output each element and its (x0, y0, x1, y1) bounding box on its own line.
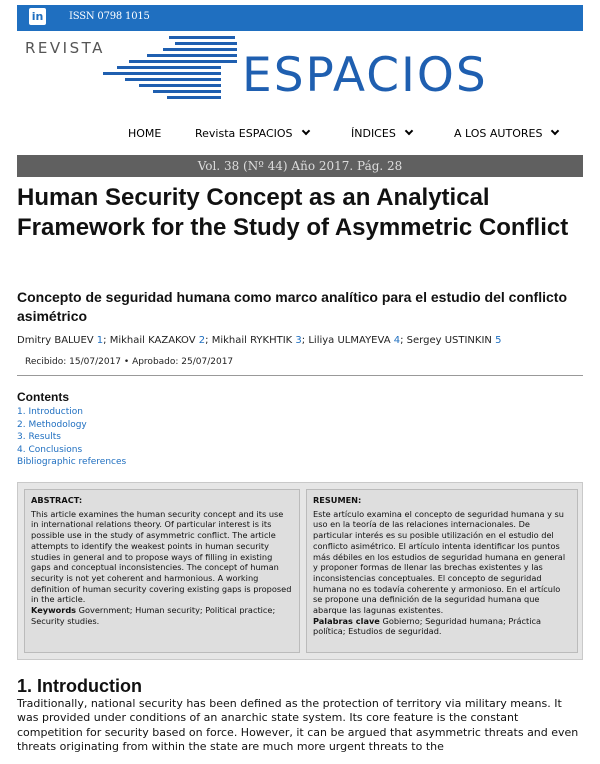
nav-home-label: HOME (128, 127, 162, 140)
logo-revista-text: REVISTA (25, 39, 105, 57)
toc-link-introduction[interactable]: 1. Introduction (17, 407, 83, 417)
author-ref-link[interactable]: 2 (198, 335, 206, 346)
submission-dates: Recibido: 15/07/2017 • Aprobado: 25/07/2017 (25, 357, 234, 367)
nav-revista-espacios-label: Revista ESPACIOS (195, 127, 293, 140)
main-nav (17, 124, 583, 146)
article-title: Human Security Concept as an Analytical Framework for the Study of Asymmetric Conflict (17, 184, 569, 241)
contents-heading: Contents (17, 390, 69, 404)
section-heading-introduction: 1. Introduction (17, 676, 142, 696)
author-ref-link[interactable]: 5 (495, 335, 502, 346)
abstract-spanish (306, 489, 578, 653)
palabras-clave-text: Gobierno; Seguridad humana; Práctica política; Estudios de seguridad. (313, 615, 542, 637)
author-name: Liliya ULMAYEVA (308, 335, 391, 346)
abstract-container (17, 482, 583, 660)
section-body-introduction: Traditionally, national security has been defined as the protection of territory via military means. It was provided under conditions of an anarchic state system. Its core feature is the constant competition for security based on force. However, it can be argued that asymmetric threats and even threats originating from within the state are much more urgent threats to the (17, 697, 579, 754)
keywords-text: Government; Human security; Political practice; Security studies. (31, 605, 276, 626)
chevron-down-icon (405, 127, 413, 135)
logo-espacios-text: ESPACIOS (242, 48, 488, 103)
abstract-english (24, 489, 300, 653)
author-name: Sergey USTINKIN (406, 335, 492, 346)
nav-indices-label: ÍNDICES (351, 127, 396, 140)
author-name: Dmitry BALUEV (17, 335, 94, 346)
author-name: Mikhail RYKHTIK (211, 335, 293, 346)
issue-bar: Vol. 38 (Nº 44) Año 2017. Pág. 28 (17, 155, 583, 177)
chevron-down-icon (301, 127, 309, 135)
toc-link-conclusions[interactable]: 4. Conclusions (17, 444, 83, 455)
keywords-label: Keywords (31, 605, 77, 616)
article-subtitle: Concepto de seguridad humana como marco analítico para el estudio del conflicto asimétrico (17, 289, 567, 324)
chevron-down-icon (551, 127, 559, 135)
author-ref-link[interactable]: 3 (295, 335, 302, 346)
top-bar (17, 5, 583, 31)
author-ref-link[interactable]: 4 (393, 335, 401, 346)
nav-home[interactable] (128, 127, 161, 140)
toc-link-results[interactable]: 3. Results (17, 432, 61, 443)
nav-a-los-autores-label: A LOS AUTORES (454, 127, 543, 140)
resumen-text: Este artículo examina el concepto de seguridad humana y su uso en la teoría de las relaciones internacionales. De particular interés es su posible utilización en el estudio del conflicto asimétrico. El artículo intenta identificar los puntos más débiles en los estudios de seguridad humana en general y proponer formas de llenar las brechas existentes y las inconsistencias conceptuales. El concepto de seguridad humana no es todavía coherente y armonioso. En el artículo se propone una definición de la seguridad humana que abarque las lagunas existentes. (313, 508, 566, 616)
author-ref-link[interactable]: 1 (96, 335, 104, 346)
issn-label: ISSN 0798 1015 (69, 11, 150, 22)
nav-indices[interactable] (351, 127, 412, 140)
table-of-contents (17, 390, 126, 469)
nav-revista-espacios[interactable] (195, 127, 309, 140)
palabras-clave-label: Palabras clave (313, 615, 380, 626)
toc-link-bibliography[interactable]: Bibliographic references (17, 457, 127, 468)
author-name: Mikhail KAZAKOV (109, 335, 196, 346)
toc-link-methodology[interactable]: 2. Methodology (17, 419, 87, 430)
linkedin-icon[interactable]: in (29, 8, 46, 25)
abstract-text: This article examines the human security concept and its use in international relations theory. Of particular interest is its possible use in the study of asymmetric conflict. The article attempts to identify the weakest points in human security studies in general and to propose ways of filling in existing gaps and conceptual inconsistencies. The concept of human security is not yet coherent and harmonious. A working definition of human security covering existing gaps is proposed in the article. (31, 508, 292, 605)
nav-a-los-autores[interactable] (454, 127, 558, 140)
divider (17, 375, 583, 376)
site-logo[interactable] (17, 34, 583, 106)
abstract-heading: ABSTRACT: (31, 495, 83, 505)
resumen-heading: RESUMEN: (313, 495, 362, 505)
author-list: Dmitry BALUEV 1; Mikhail KAZAKOV 2; Mikhail RYKHTIK 3; Liliya ULMAYEVA 4; Sergey USTINKIN 5 (17, 335, 502, 346)
